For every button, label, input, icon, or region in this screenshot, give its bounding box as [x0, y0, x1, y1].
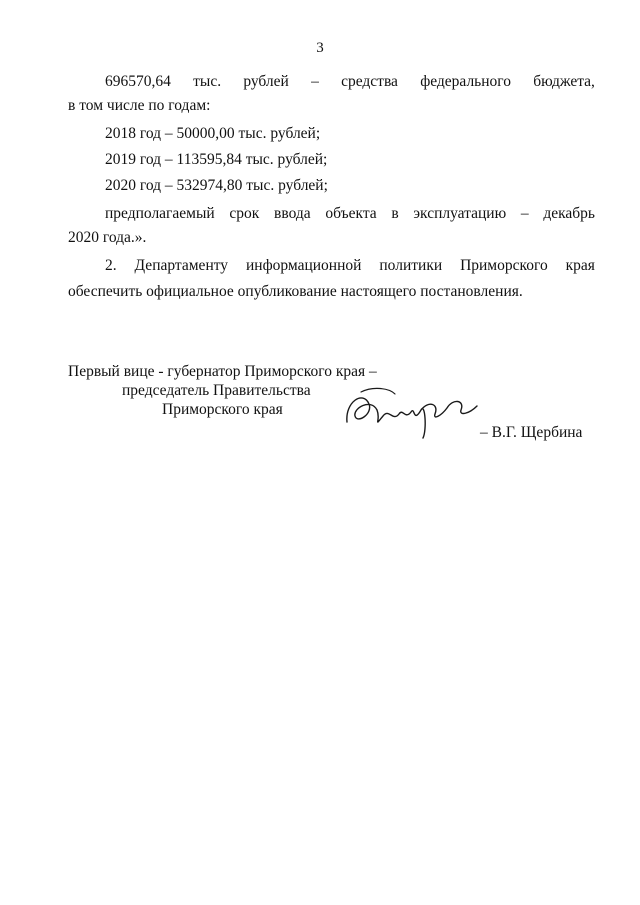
federal-amount: 696570,64: [105, 73, 171, 90]
signatory-title-line2: председатель Правительства: [122, 382, 311, 399]
signatory-title-line3: Приморского края: [162, 401, 283, 418]
federal-adj: федерального: [420, 73, 512, 90]
deadline-word: ввода: [274, 205, 311, 222]
deadline-word: предполагаемый: [105, 205, 215, 222]
federal-source: средства: [341, 73, 398, 90]
deadline-word: –: [520, 205, 529, 222]
federal-unit: тыс.: [193, 73, 222, 90]
federal-budget-line: [105, 72, 595, 92]
item2-word: Приморского: [460, 257, 548, 274]
federal-currency: рублей: [243, 73, 289, 90]
federal-continuation: в том числе по годам:: [68, 97, 211, 114]
signer-name: – В.Г. Щербина: [480, 424, 583, 441]
handwritten-signature: [343, 380, 483, 440]
item2-line: [105, 256, 595, 276]
item2-number: 2.: [105, 257, 117, 274]
year-line-2020: 2020 год – 532974,80 тыс. рублей;: [105, 177, 328, 194]
item2-continuation: обеспечить официальное опубликование настоящего постановления.: [68, 283, 523, 300]
deadline-word: эксплуатацию: [413, 205, 507, 222]
signatory-title-line1: Первый вице - губернатор Приморского края –: [68, 363, 377, 380]
deadline-word: объекта: [325, 205, 377, 222]
federal-dash: –: [311, 73, 319, 90]
deadline-word: декабрь: [543, 205, 595, 222]
year-line-2019: 2019 год – 113595,84 тыс. рублей;: [105, 151, 328, 168]
year-line-2018: 2018 год – 50000,00 тыс. рублей;: [105, 125, 321, 142]
item2-word: Департаменту: [134, 257, 229, 274]
deadline-word: срок: [229, 205, 260, 222]
item2-word: политики: [379, 257, 443, 274]
item2-word: информационной: [245, 257, 362, 274]
deadline-word: в: [391, 205, 399, 222]
deadline-line: [105, 204, 595, 224]
item2-word: края: [565, 257, 595, 274]
federal-noun: бюджета,: [533, 73, 595, 90]
page-number: 3: [316, 40, 324, 56]
deadline-continuation: 2020 года.».: [68, 229, 147, 246]
